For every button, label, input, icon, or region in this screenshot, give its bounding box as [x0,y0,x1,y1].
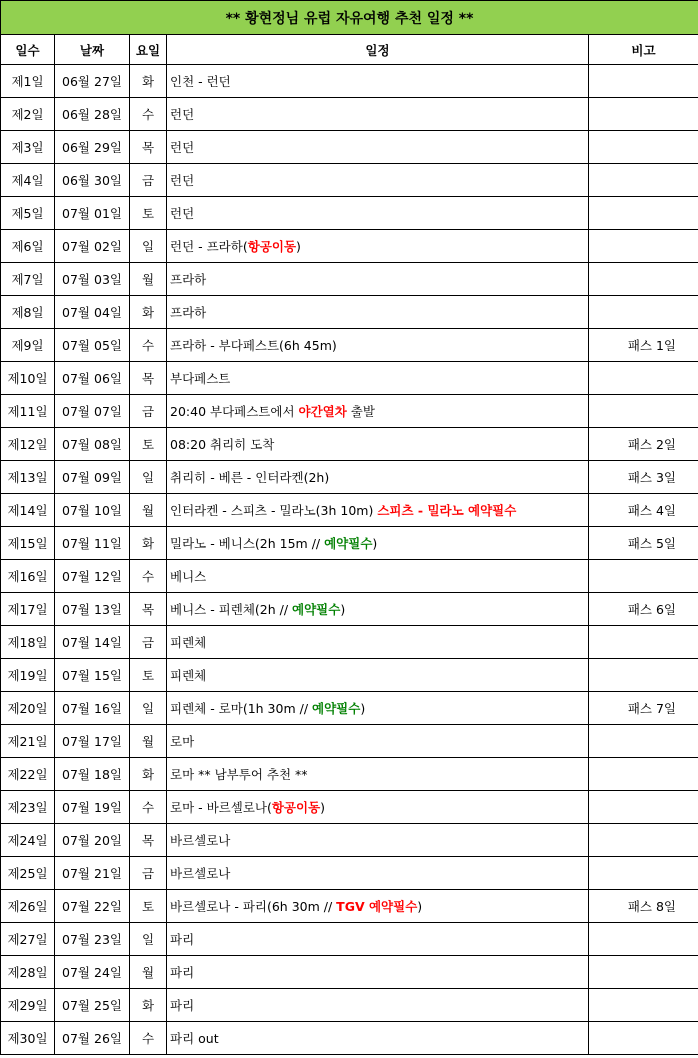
schedule-cell [167,65,589,98]
schedule-cell [167,461,589,494]
note-cell [589,362,698,395]
table-row [1,362,698,395]
schedule-highlight: 스피츠 - 밀라노 예약필수 [377,503,517,518]
table-row [1,1022,698,1055]
weekday-cell: 금 [130,395,167,428]
table-row [1,428,698,461]
header-row [1,35,698,65]
day-cell: 제27일 [1,923,55,956]
table-row [1,494,698,527]
schedule-cell [167,791,589,824]
day-cell: 제15일 [1,527,55,560]
schedule-highlight: 예약필수 [292,602,341,617]
weekday-cell: 일 [130,230,167,263]
schedule-text: ) [320,800,326,815]
weekday-cell: 수 [130,98,167,131]
schedule-text: 밀라노 - 베니스(2h 15m // [170,536,325,551]
schedule-cell [167,956,589,989]
date-cell: 07월 07일 [55,395,130,428]
weekday-cell: 토 [130,197,167,230]
note-cell [589,131,698,164]
schedule-text: 로마 [170,734,195,749]
schedule-text: ) [417,899,423,914]
schedule-text: 파리 [170,998,195,1013]
note-cell [589,824,698,857]
schedule-cell [167,560,589,593]
date-cell: 07월 25일 [55,989,130,1022]
date-cell: 07월 23일 [55,923,130,956]
table-row [1,395,698,428]
note-cell [589,395,698,428]
date-cell: 06월 30일 [55,164,130,197]
schedule-text: 인천 - 런던 [170,74,231,89]
weekday-cell: 수 [130,329,167,362]
note-cell [589,725,698,758]
table-row [1,560,698,593]
schedule-cell [167,329,589,362]
note-cell [589,956,698,989]
note-cell [589,758,698,791]
table-row [1,98,698,131]
schedule-text: ) [360,701,366,716]
date-cell: 07월 03일 [55,263,130,296]
schedule-text: 바르셀로나 [170,833,231,848]
weekday-cell: 월 [130,725,167,758]
schedule-cell [167,725,589,758]
day-cell: 제2일 [1,98,55,131]
schedule-text: 로마 - 바르셀로나( [170,800,272,815]
schedule-text: ) [372,536,378,551]
schedule-cell [167,197,589,230]
table-row [1,593,698,626]
schedule-highlight: 항공이동 [271,800,321,815]
weekday-cell: 일 [130,461,167,494]
schedule-cell [167,296,589,329]
note-cell [589,989,698,1022]
table-row [1,890,698,923]
note-cell: 패스 6일 [589,593,698,626]
table-row [1,923,698,956]
table-row [1,164,698,197]
table-row [1,197,698,230]
weekday-cell: 화 [130,527,167,560]
date-cell: 07월 26일 [55,1022,130,1055]
table-row [1,659,698,692]
schedule-text: 피렌체 [170,635,207,650]
table-body [1,65,698,1055]
note-cell [589,98,698,131]
date-cell: 07월 11일 [55,527,130,560]
schedule-text: 베니스 - 피렌체(2h // [170,602,293,617]
day-cell: 제14일 [1,494,55,527]
day-cell: 제11일 [1,395,55,428]
note-cell [589,857,698,890]
weekday-cell: 토 [130,428,167,461]
note-cell: 패스 5일 [589,527,698,560]
table-row [1,527,698,560]
header-dow: 요일 [130,35,167,65]
schedule-text: 로마 ** 남부투어 추천 ** [170,767,308,782]
schedule-text: 피렌체 [170,668,207,683]
day-cell: 제23일 [1,791,55,824]
day-cell: 제19일 [1,659,55,692]
day-cell: 제4일 [1,164,55,197]
weekday-cell: 목 [130,593,167,626]
schedule-cell [167,857,589,890]
day-cell: 제3일 [1,131,55,164]
table-title: ** 황현정님 유럽 자유여행 추천 일정 ** [1,1,698,35]
day-cell: 제6일 [1,230,55,263]
header-date: 날짜 [55,35,130,65]
date-cell: 07월 19일 [55,791,130,824]
schedule-highlight: 예약필수 [324,536,373,551]
date-cell: 07월 15일 [55,659,130,692]
schedule-cell [167,362,589,395]
note-cell: 패스 8일 [589,890,698,923]
day-cell: 제29일 [1,989,55,1022]
day-cell: 제21일 [1,725,55,758]
date-cell: 07월 21일 [55,857,130,890]
day-cell: 제17일 [1,593,55,626]
schedule-text: 프라하 [170,305,207,320]
table-row [1,296,698,329]
schedule-text: 런던 [170,206,195,221]
schedule-cell [167,263,589,296]
weekday-cell: 수 [130,560,167,593]
date-cell: 07월 24일 [55,956,130,989]
weekday-cell: 수 [130,791,167,824]
weekday-cell: 목 [130,131,167,164]
day-cell: 제5일 [1,197,55,230]
weekday-cell: 수 [130,1022,167,1055]
table-row [1,725,698,758]
schedule-text: 취리히 - 베른 - 인터라켄(2h) [170,470,330,485]
table-row [1,131,698,164]
schedule-cell [167,494,589,527]
schedule-text: 출발 [346,404,375,419]
schedule-cell [167,527,589,560]
note-cell [589,923,698,956]
date-cell: 07월 12일 [55,560,130,593]
schedule-text: 런던 [170,173,195,188]
table-row [1,692,698,725]
day-cell: 제18일 [1,626,55,659]
schedule-cell [167,131,589,164]
weekday-cell: 일 [130,692,167,725]
day-cell: 제16일 [1,560,55,593]
day-cell: 제12일 [1,428,55,461]
schedule-text: 08:20 취리히 도착 [170,437,275,452]
schedule-cell [167,1022,589,1055]
schedule-text: 피렌체 - 로마(1h 30m // [170,701,313,716]
note-cell [589,626,698,659]
note-cell [589,560,698,593]
weekday-cell: 월 [130,494,167,527]
schedule-cell [167,164,589,197]
schedule-text: 인터라켄 - 스피츠 - 밀라노(3h 10m) [170,503,378,518]
schedule-cell [167,428,589,461]
schedule-highlight: 항공이동 [247,239,297,254]
schedule-text: 파리 [170,932,195,947]
schedule-cell [167,659,589,692]
day-cell: 제20일 [1,692,55,725]
day-cell: 제22일 [1,758,55,791]
schedule-cell [167,692,589,725]
schedule-text: 프라하 - 부다페스트(6h 45m) [170,338,337,353]
table-row [1,791,698,824]
note-cell: 패스 3일 [589,461,698,494]
schedule-cell [167,824,589,857]
table-row [1,329,698,362]
schedule-highlight: 야간열차 [298,404,347,419]
weekday-cell: 화 [130,758,167,791]
schedule-text: 베니스 [170,569,207,584]
date-cell: 07월 17일 [55,725,130,758]
day-cell: 제24일 [1,824,55,857]
schedule-cell [167,890,589,923]
schedule-text: 바르셀로나 - 파리(6h 30m // [170,899,337,914]
day-cell: 제1일 [1,65,55,98]
note-cell [589,230,698,263]
day-cell: 제26일 [1,890,55,923]
weekday-cell: 화 [130,989,167,1022]
schedule-text: ) [340,602,346,617]
table-row [1,461,698,494]
date-cell: 07월 01일 [55,197,130,230]
note-cell [589,1022,698,1055]
schedule-cell [167,230,589,263]
schedule-text: 런던 [170,140,195,155]
weekday-cell: 목 [130,824,167,857]
schedule-text: 런던 - 프라하( [170,239,248,254]
table-row [1,626,698,659]
date-cell: 07월 22일 [55,890,130,923]
weekday-cell: 토 [130,890,167,923]
schedule-text: 20:40 부다페스트에서 [170,404,299,419]
date-cell: 06월 27일 [55,65,130,98]
schedule-text: 파리 out [170,1031,219,1046]
weekday-cell: 목 [130,362,167,395]
note-cell [589,296,698,329]
table-row [1,230,698,263]
table-row [1,65,698,98]
day-cell: 제25일 [1,857,55,890]
schedule-cell [167,758,589,791]
day-cell: 제7일 [1,263,55,296]
date-cell: 07월 08일 [55,428,130,461]
note-cell [589,197,698,230]
schedule-cell [167,395,589,428]
date-cell: 07월 16일 [55,692,130,725]
note-cell: 패스 2일 [589,428,698,461]
table-row [1,263,698,296]
schedule-cell [167,626,589,659]
schedule-cell [167,98,589,131]
day-cell: 제13일 [1,461,55,494]
table-row [1,758,698,791]
schedule-cell [167,923,589,956]
weekday-cell: 화 [130,65,167,98]
note-cell [589,659,698,692]
day-cell: 제10일 [1,362,55,395]
weekday-cell: 금 [130,857,167,890]
table-row [1,989,698,1022]
schedule-highlight: TGV 예약필수 [336,899,418,914]
schedule-cell [167,593,589,626]
schedule-text: 바르셀로나 [170,866,231,881]
schedule-text: 부다페스트 [170,371,231,386]
note-cell [589,263,698,296]
schedule-highlight: 예약필수 [312,701,361,716]
weekday-cell: 금 [130,626,167,659]
day-cell: 제30일 [1,1022,55,1055]
note-cell: 패스 7일 [589,692,698,725]
schedule-text: 파리 [170,965,195,980]
date-cell: 07월 05일 [55,329,130,362]
note-cell: 패스 1일 [589,329,698,362]
weekday-cell: 일 [130,923,167,956]
note-cell [589,65,698,98]
title-row [1,1,698,35]
date-cell: 07월 06일 [55,362,130,395]
table-row [1,956,698,989]
weekday-cell: 금 [130,164,167,197]
day-cell: 제9일 [1,329,55,362]
note-cell: 패스 4일 [589,494,698,527]
date-cell: 06월 28일 [55,98,130,131]
table-row [1,857,698,890]
header-schedule: 일정 [167,35,589,65]
date-cell: 07월 20일 [55,824,130,857]
date-cell: 06월 29일 [55,131,130,164]
schedule-cell [167,989,589,1022]
date-cell: 07월 10일 [55,494,130,527]
weekday-cell: 화 [130,296,167,329]
note-cell [589,791,698,824]
date-cell: 07월 18일 [55,758,130,791]
header-note: 비고 [589,35,698,65]
schedule-text: 프라하 [170,272,207,287]
weekday-cell: 월 [130,263,167,296]
day-cell: 제8일 [1,296,55,329]
date-cell: 07월 02일 [55,230,130,263]
table-row [1,824,698,857]
weekday-cell: 토 [130,659,167,692]
date-cell: 07월 14일 [55,626,130,659]
date-cell: 07월 13일 [55,593,130,626]
weekday-cell: 월 [130,956,167,989]
note-cell [589,164,698,197]
date-cell: 07월 09일 [55,461,130,494]
header-day: 일수 [1,35,55,65]
date-cell: 07월 04일 [55,296,130,329]
schedule-text: ) [296,239,301,254]
day-cell: 제28일 [1,956,55,989]
schedule-text: 런던 [170,107,195,122]
